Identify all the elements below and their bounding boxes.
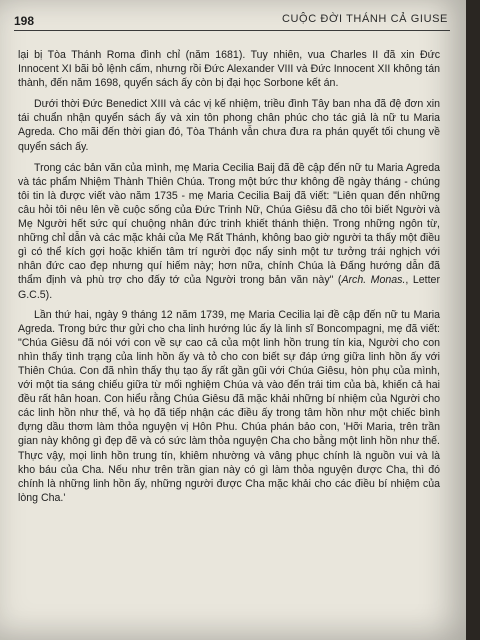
body-text (18, 48, 440, 512)
paragraph-3-text: Trong các bản văn của mình, mẹ Maria Cecilia Baij đã đề cập đến nữ tu Maria Agreda và tác phẩm Nhiệm Thành Thiên Chúa. Trong một bức thư không đề ngày tháng - chúng tôi tin là được viết vào năm 1735 - mẹ Maria Cecilia Baij đã viết: "Liên quan đến những câu hỏi tôi nêu lên về cuộc sống của Đức Trinh Nữ, Chúa Giêsu đã cho tôi biết Người và Mẹ Người hết sức quí chuộng nhân đức trinh khiết thánh thiện. Trong những ngôn từ, những chỉ dẫn và các mặc khải của Mẹ Rất Thánh, không bao giờ người ta thấy một điều gì có thể kích gợi hoặc khiến tâm trí người đọc nẩy sinh một tư tưởng trái nghịch với nhân đức cao đẹp nhưng quí hiếm này; hơn nữa, chính Chúa là Đấng hướng dẫn đã thẩm định và phù trợ cho đấy tớ của Người trong bản văn này" (18, 161, 440, 287)
paragraph-4: Lần thứ hai, ngày 9 tháng 12 năm 1739, mẹ Maria Cecilia lại đề cập đến nữ tu Maria Agreda. Trong bức thư gửi cho cha linh hướng lúc ấy là linh sĩ Boncompagni, mẹ đã viết: "Chúa Giêsu đã nói với con về sự cao cả của một linh hồn trung tín kia, Người cho con nhìn thấy tình trạng của linh hồn ấy và tỏ cho con biết sự đáp ứng giữa linh hồn ấy với Thiên Chúa. Con đã nhìn thấy thụ tạo ấy rất gần gũi với Chúa Giêsu, hòn phụ của mình, với một tia sáng chiếu giữa từ mối nghiệm Chúa và vào đến trái tim của bà, khiến cả hai đều rất hân hoan. Con hiểu rằng Chúa Giêsu đã mặc khải những bí nhiệm của Người cho các linh hồn như thế, và họ đã tiếp nhận các điều ấy trong tâm hồn như một chiếc bình đựng dầu thơm làm thỏa nguyện vị Hôn Phu. Chúa phán bảo con, 'Hỡi Maria, trên trần gian này không gì đẹp đẽ và có sức làm thỏa nguyện Cha cho bằng một linh hồn như thế. Thực vậy, mọi linh hồn trung tín, khiêm nhường và vâng phục chính là nguồn vui và là kho báu của Cha. Nếu như trên trần gian này có gì làm thỏa nguyện được Cha, thì đó chính là những linh hồn ấy, những người được Cha mặc khải cho các điều bí nhiệm của lòng Cha.' (18, 308, 440, 504)
running-header (14, 10, 450, 32)
header-rule (14, 30, 450, 31)
paragraph-1: lại bị Tòa Thánh Roma đình chỉ (năm 1681). Tuy nhiên, vua Charles II đã xin Đức Innocent XI bãi bỏ lệnh cấm, nhưng rồi Đức Alexander VIII và Đức Innocent XII không tán thành, đến năm 1698, quyển sách ấy còn bị đại học Sorbone kết án. (18, 49, 440, 90)
book-title: CUỘC ĐỜI THÁNH CẢ GIUSE (281, 13, 448, 25)
citation-archive: Arch. Monas. (341, 274, 406, 287)
paragraph-2: Dưới thời Đức Benedict XIII và các vị kế nhiệm, triều đình Tây ban nha đã đệ đơn xin tái chuẩn nhận quyển sách ấy và xin tôn phong chân phúc cho tác giả là nữ tu Maria Agreda. Cho mãi đến thời gian đó, Tòa Thánh vẫn chưa đưa ra phán quyết tối chung về quyển sách ấy. (18, 98, 440, 153)
paragraph-3: Trong các bản văn của mình, mẹ Maria Cecilia Baij đã đề cập đến nữ tu Maria Agreda và tác phẩm Nhiệm Thành Thiên Chúa. Trong một bức thư không đề ngày tháng - chúng tôi tin là được viết vào năm 1735 - mẹ Maria Cecilia Baij đã viết: "Liên quan đến những câu hỏi tôi nêu lên về cuộc sống của Đức Trinh Nữ, Chúa Giêsu đã cho tôi biết Người và Mẹ Người hết sức quí chuộng nhân đức trinh khiết thánh thiện. Trong những ngôn từ, những chỉ dẫn và các mặc khải của Mẹ Rất Thánh, không bao giờ người ta thấy một điều gì có thể kích gợi hoặc khiến tâm trí người đọc nẩy sinh một tư tưởng trái nghịch với nhân đức cao đẹp nhưng quí hiếm này; hơn nữa, chính Chúa là Đấng hướng dẫn đã thẩm định và phù trợ cho đấy tớ của Người trong bản văn này" (Arch. Monas., Letter G.C.5). (18, 161, 440, 301)
page-number: 198 (14, 14, 35, 28)
citation-letter: , Letter G.C.5). (18, 274, 440, 301)
